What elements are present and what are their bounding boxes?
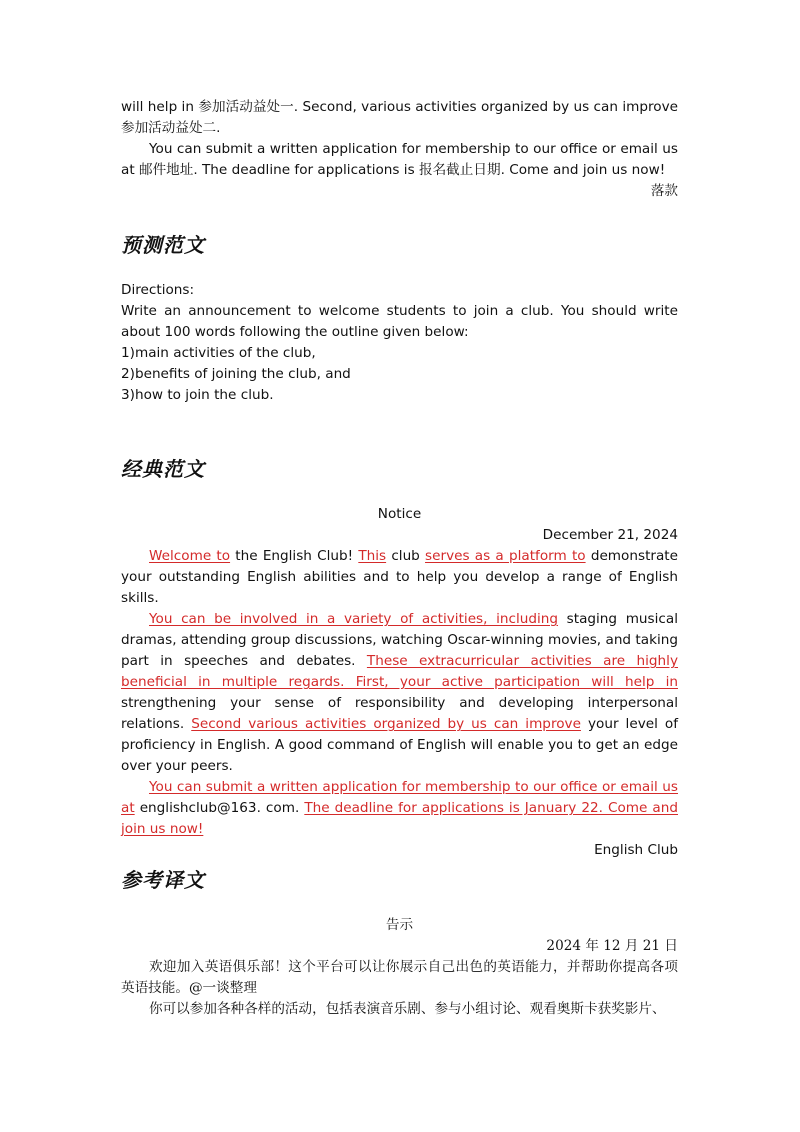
highlight-phrase: Welcome to xyxy=(149,548,231,564)
text-run: club xyxy=(386,548,426,564)
essay-title: Notice xyxy=(377,506,422,522)
text-run: . xyxy=(216,120,221,136)
placeholder-deadline: 报名截止日期 xyxy=(419,162,501,178)
translation-date: 2024 年 12 月 21 日 xyxy=(546,938,678,954)
directions-label: Directions: xyxy=(121,282,195,298)
highlight-phrase: The deadline for applications is January 22. Come and join us now! xyxy=(121,800,678,837)
template-section xyxy=(121,97,678,202)
text-run: will help in xyxy=(121,99,199,115)
highlight-phrase: You can submit a written application for membership to our office or email us at xyxy=(121,779,678,816)
directions-item-1: 1)main activities of the club, xyxy=(121,345,316,361)
highlight-phrase: These extracurricular activities are highly beneficial in multiple regards. First, your active participation will help in xyxy=(121,653,678,690)
template-signoff: 落款 xyxy=(650,183,678,199)
essay-paragraph-1 xyxy=(121,546,678,609)
template-paragraph-2 xyxy=(121,139,678,181)
text-run: . Second, various activities organized by us can improve xyxy=(293,99,678,115)
highlight-phrase: Second various activities organized by us can improve xyxy=(191,716,581,732)
text-run: . Come and join us now! xyxy=(500,162,666,178)
text-run: the English Club! xyxy=(230,548,359,564)
text-run: strengthening your sense of responsibility and developing interpersonal relations. xyxy=(121,695,678,732)
text-run: your level of proficiency in English. A good command of English will enable you to get an edge over your peers. xyxy=(121,716,678,774)
directions-item-2: 2)benefits of joining the club, and xyxy=(121,366,351,382)
placeholder-benefit-one: 参加活动益处一 xyxy=(198,99,294,115)
translation-paragraph-1: 欢迎加入英语俱乐部！这个平台可以让你展示自己出色的英语能力，并帮助你提高各项英语技能。@一谈整理 xyxy=(121,959,678,996)
essay-paragraph-2 xyxy=(121,609,678,777)
essay-date: December 21, 2024 xyxy=(542,527,678,543)
heading-classic: 经典范文 xyxy=(121,457,205,481)
placeholder-benefit-two: 参加活动益处二 xyxy=(121,120,217,136)
highlight-phrase: You can be involved in a variety of activities, including xyxy=(149,611,559,627)
text-run: . The deadline for applications is xyxy=(193,162,419,178)
essay-section xyxy=(121,504,678,861)
heading-translation: 参考译文 xyxy=(121,868,205,892)
directions-item-3: 3)how to join the club. xyxy=(121,387,274,403)
text-run: englishclub@163. com. xyxy=(134,800,305,816)
directions-text: Write an announcement to welcome students to join a club. You should write about 100 words following the outline given below: xyxy=(121,303,678,340)
text-run: demonstrate your outstanding English abilities and to help you develop a range of English skills. xyxy=(121,548,679,606)
translation-paragraph-2: 你可以参加各种各样的活动，包括表演音乐剧、参与小组讨论、观看奥斯卡获奖影片、 xyxy=(149,1001,666,1017)
template-paragraph-1 xyxy=(121,97,678,139)
essay-signature: English Club xyxy=(594,842,678,858)
translation-section xyxy=(121,915,678,1020)
heading-prediction: 预测范文 xyxy=(121,233,205,257)
translation-title: 告示 xyxy=(385,917,414,933)
essay-paragraph-3 xyxy=(121,777,678,840)
highlight-phrase: This xyxy=(358,548,387,564)
highlight-phrase: serves as a platform to xyxy=(425,548,586,564)
placeholder-email: 邮件地址 xyxy=(138,162,194,178)
text-run: You can submit a written application for membership to our office or email us at xyxy=(121,141,678,178)
directions-section xyxy=(121,280,678,406)
text-run: staging musical dramas, attending group discussions, watching Oscar-winning movies, and taking part in speeches and debates. xyxy=(121,611,678,669)
